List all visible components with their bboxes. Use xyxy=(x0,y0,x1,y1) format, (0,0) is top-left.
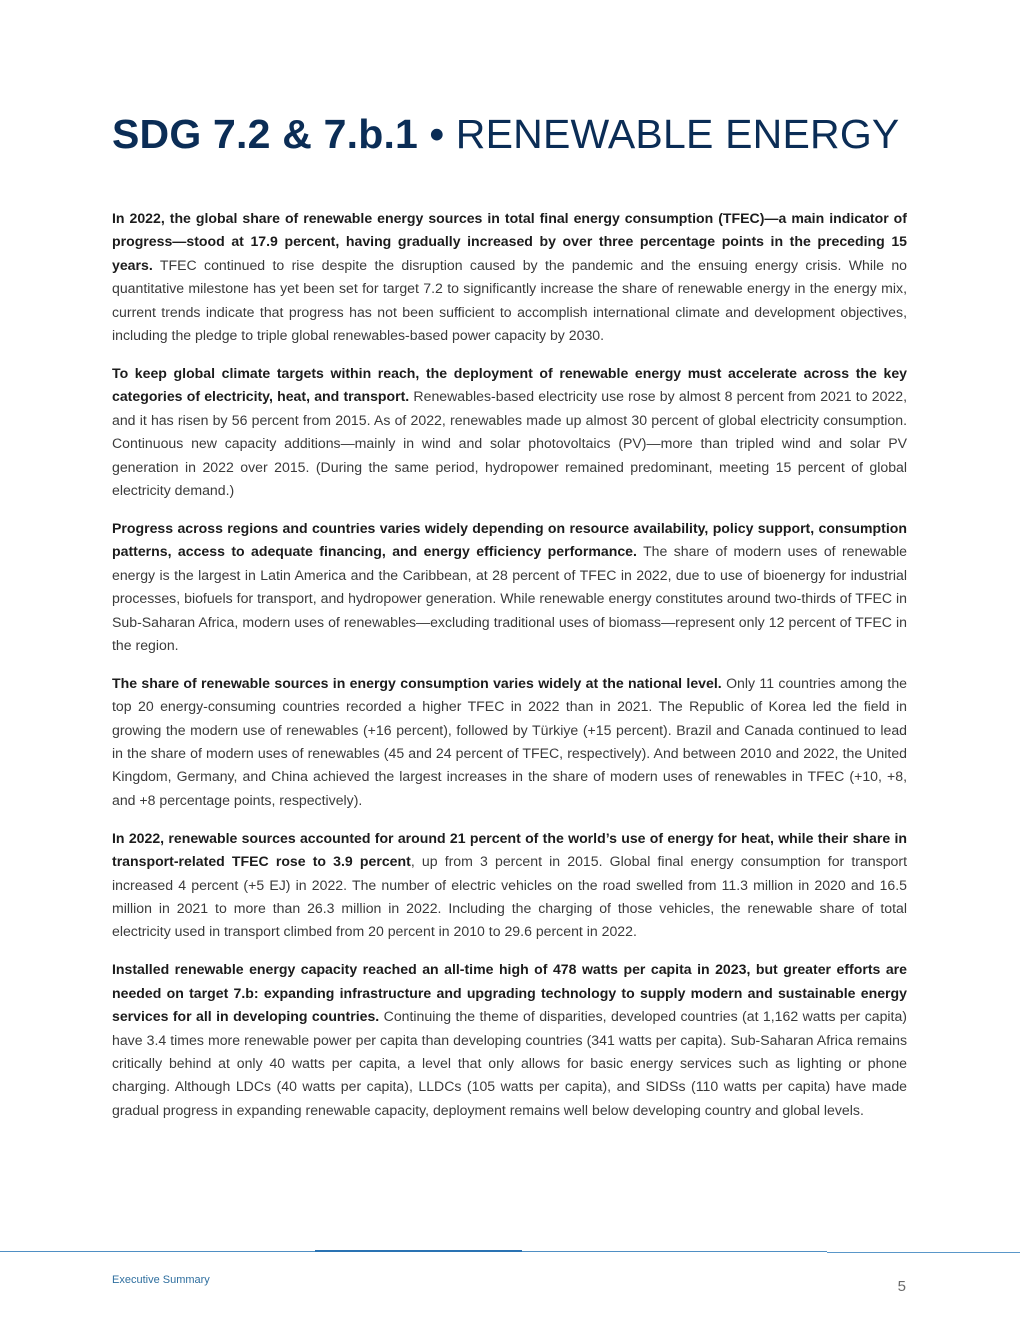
title-sdg-code: SDG 7.2 & 7.b.1 • xyxy=(112,111,445,157)
footer-rule-left xyxy=(0,1251,315,1252)
paragraph-text: , up from 3 percent in 2015. Global final energy consumption for transport increased 4 percent (+5 EJ) in 2022. The number of electric vehicles on the road swelled from 11.3 million in 2020 and 16.5 million in 2021 to more than 26.3 million in 2022. Including the charging of those vehicles, the renewable share of total electricity used in transport climbed from 20 percent in 2010 to 29.6 percent in 2022. xyxy=(112,853,907,940)
paragraph-heat-transport xyxy=(112,827,907,944)
paragraph-installed-capacity xyxy=(112,958,907,1122)
paragraph-text: TFEC continued to rise despite the disruption caused by the pandemic and the ensuing energy crisis. While no quantitative milestone has yet been set for target 7.2 to significantly increase the share of renewable energy in the energy mix, current trends indicate that progress has not been sufficient to accomplish international climate and development objectives, including the pledge to triple global renewables-based power capacity by 2030. xyxy=(112,256,907,344)
footer-rule-accent xyxy=(315,1250,522,1252)
footer-section-label: Executive Summary xyxy=(112,1274,210,1286)
title-topic: RENEWABLE ENERGY xyxy=(455,111,900,157)
paragraph-lead: In 2022, renewable sources accounted for around 21 percent of the world’s use of energy for heat, while their share in transport-related TFEC rose to 3.9 percent xyxy=(112,829,907,870)
footer-rule-right xyxy=(827,1252,1020,1253)
paragraph-text: Only 11 countries among the top 20 energy-consuming countries recorded a higher TFEC in 2022 than in 2021. The Republic of Korea led the field in growing the modern use of renewables (+16 percent), followed by Türkiye (+15 percent). Brazil and Canada continued to lead in the share of modern uses of renewables (45 and 24 percent of TFEC, respectively). And between 2010 and 2022, the United Kingdom, Germany, and China achieved the largest increases in the share of modern uses of renewables in TFEC (+10, +8, and +8 percentage points, respectively). xyxy=(112,674,908,808)
paragraph-national-level xyxy=(112,672,907,812)
page-title xyxy=(112,108,899,160)
paragraph-lead: To keep global climate targets within reach, the deployment of renewable energy must accelerate across the key categories of electricity, heat, and transport. xyxy=(112,364,907,405)
paragraph-climate-targets xyxy=(112,362,907,502)
body-text xyxy=(112,207,907,1137)
paragraph-lead: Progress across regions and countries varies widely depending on resource availability, policy support, consumption patterns, access to adequate financing, and energy efficiency performance. xyxy=(112,519,907,560)
paragraph-lead: In 2022, the global share of renewable energy sources in total final energy consumption (TFEC)—a main indicator of progress—stood at 17.9 percent, having gradually increased by over three percentage points in the preceding 15 years. xyxy=(112,210,907,273)
paragraph-text: Continuing the theme of disparities, developed countries (at 1,162 watts per capita) have 3.4 times more renewable power per capita than developing countries (341 watts per capita). Sub-Saharan Africa remains critically behind at only 40 watts per capita, a level that only allows for basic energy services such as lighting or phone charging. Although LDCs (40 watts per capita), LLDCs (105 watts per capita), and SIDSs (110 watts per capita) have made gradual progress in expanding renewable capacity, deployment remains well below developing country and global levels. xyxy=(112,1008,907,1118)
paragraph-lead: Installed renewable energy capacity reached an all-time high of 478 watts per capita in 2023, but greater efforts are needed on target 7.b: expanding infrastructure and upgrading technology to supply modern and sustainable energy services for all in developing countries. xyxy=(112,961,907,1025)
paragraph-text: Renewables-based electricity use rose by almost 8 percent from 2021 to 2022, and it has risen by 56 percent from 2015. As of 2022, renewables made up almost 30 percent of global electricity consumption. Continuous new capacity additions—mainly in wind and solar photovoltaics (PV)—more than tripled wind and solar PV generation in 2022 over 2015. (During the same period, hydropower remained predominant, meeting 15 percent of global electricity demand.) xyxy=(112,388,908,498)
paragraph-regional-progress xyxy=(112,517,907,657)
paragraph-lead: The share of renewable sources in energy consumption varies widely at the national level. xyxy=(112,674,722,691)
footer-rule-middle xyxy=(522,1251,827,1252)
paragraph-tfec-share xyxy=(112,207,907,347)
page-number: 5 xyxy=(897,1278,906,1295)
paragraph-text: The share of modern uses of renewable energy is the largest in Latin America and the Caribbean, at 28 percent of TFEC in 2022, due to use of bioenergy for industrial processes, biofuels for transport, and hydropower generation. While renewable energy constitutes around two-thirds of TFEC in Sub-Saharan Africa, modern uses of renewables—excluding traditional uses of biomass—represent only 12 percent of TFEC in the region. xyxy=(112,543,908,653)
